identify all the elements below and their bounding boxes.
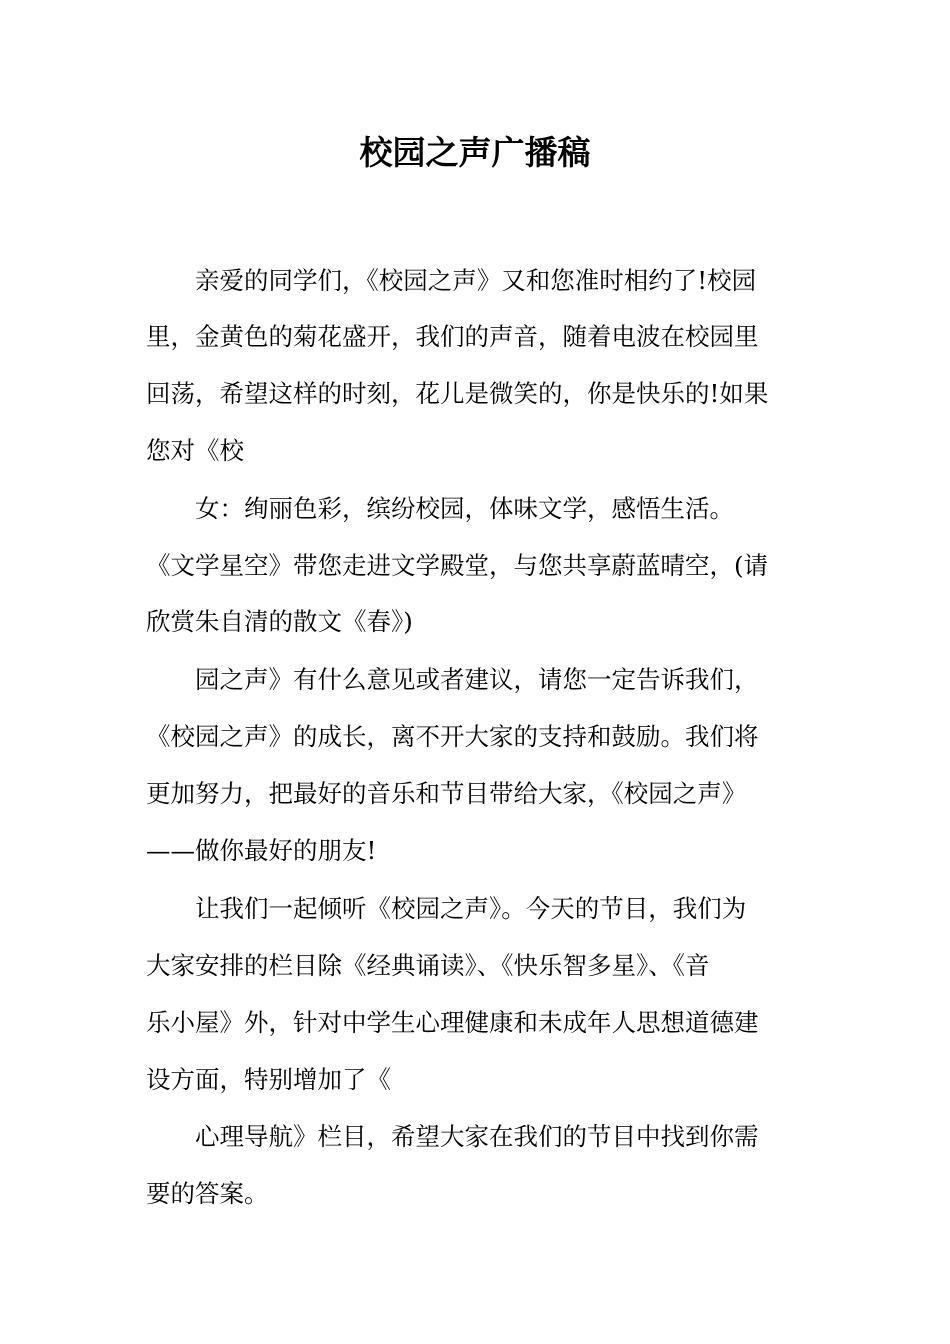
paragraph-line: 亲爱的同学们，《校园之声》又和您准时相约了!校园 xyxy=(195,266,757,295)
paragraph-line: 园之声》有什么意见或者建议，请您一定告诉我们， xyxy=(195,665,759,694)
paragraph-line: 更加努力，把最好的音乐和节目带给大家，《校园之声》 xyxy=(146,779,747,808)
document-title: 校园之声广播稿 xyxy=(359,133,591,172)
paragraph-line: 设方面，特别增加了《 xyxy=(146,1065,391,1094)
paragraph-line: 让我们一起倾听《校园之声》。今天的节目，我们为 xyxy=(195,894,747,923)
paragraph-line: 要的答案。 xyxy=(146,1179,269,1208)
paragraph-line: 大家安排的栏目除《经典诵读》、《快乐智多星》、《音 xyxy=(146,951,710,980)
paragraph-line: 里，金黄色的菊花盛开，我们的声音，随着电波在校园里 xyxy=(146,322,759,351)
paragraph-line: 您对《校 xyxy=(146,436,244,465)
paragraph-line: 女：绚丽色彩，缤纷校园，体味文学，感悟生活。 xyxy=(195,494,734,523)
paragraph-line: 乐小屋》外，针对中学生心理健康和未成年人思想道德建 xyxy=(146,1008,759,1037)
paragraph-line: 《校园之声》的成长，离不开大家的支持和鼓励。我们将 xyxy=(146,722,759,751)
paragraph-line: 欣赏朱自清的散文《春》) xyxy=(146,607,413,636)
paragraph-line: 回荡，希望这样的时刻，花儿是微笑的，你是快乐的!如果 xyxy=(146,379,769,408)
paragraph-line: ——做你最好的朋友! xyxy=(146,836,377,865)
paragraph-line: 《文学星空》带您走进文学殿堂，与您共享蔚蓝晴空，(请 xyxy=(146,551,769,580)
paragraph-line: 心理导航》栏目，希望大家在我们的节目中找到你需 xyxy=(195,1122,759,1151)
